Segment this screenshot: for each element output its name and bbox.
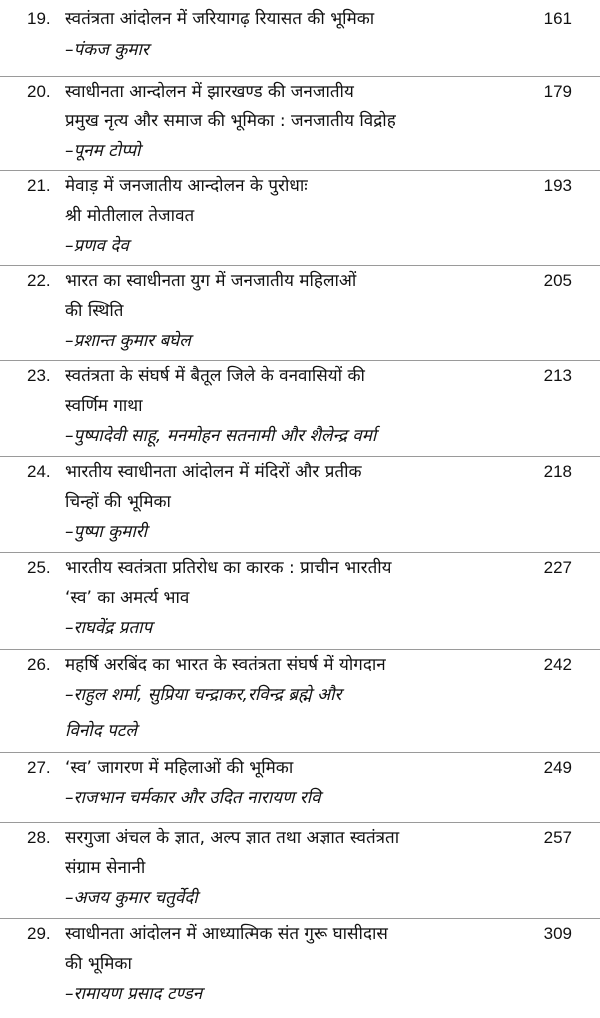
entry-title-line: की स्थिति	[65, 301, 124, 321]
toc-entry	[0, 77, 600, 171]
entry-title-line: भारत का स्वाधीनता युग में जनजातीय महिलाओं	[65, 271, 357, 291]
entry-author: –पूनम टोप्पो	[65, 141, 141, 161]
toc-entry	[0, 361, 600, 457]
toc-entry	[0, 919, 600, 1014]
entry-author: –प्रशान्त कुमार बघेल	[65, 331, 191, 351]
toc-entry	[0, 823, 600, 919]
entry-number: 26.	[27, 655, 51, 674]
entry-page-number: 205	[543, 271, 572, 290]
entry-title-line: सरगुजा अंचल के ज्ञात, अल्प ज्ञात तथा अज्ञात स्वतंत्रता	[65, 828, 400, 848]
entry-title-line: चिन्हों की भूमिका	[65, 492, 171, 512]
entry-author: –राघवेंद्र प्रताप	[65, 618, 153, 638]
toc-entry	[0, 650, 600, 753]
toc-entry	[0, 171, 600, 266]
entry-number: 19.	[27, 9, 51, 28]
entry-number: 28.	[27, 828, 51, 847]
entry-title-line: प्रमुख नृत्य और समाज की भूमिका : जनजातीय विद्रोह	[65, 111, 396, 131]
entry-title-line: की भूमिका	[65, 954, 132, 974]
entry-title-line: महर्षि अरबिंद का भारत के स्वतंत्रता संघर्ष में योगदान	[65, 655, 386, 675]
entry-author: –अजय कुमार चतुर्वेदी	[65, 888, 198, 908]
entry-number: 22.	[27, 271, 51, 290]
entry-title-line: स्वतंत्रता के संघर्ष में बैतूल जिले के वनवासियों की	[65, 366, 365, 386]
entry-author: –रामायण प्रसाद टण्डन	[65, 984, 203, 1004]
entry-number: 20.	[27, 82, 51, 101]
entry-author: –पुष्पादेवी साहू, मनमोहन सतनामी और शैलेन्द्र वर्मा	[65, 426, 377, 446]
entry-number: 21.	[27, 176, 51, 195]
entry-title-line: स्वर्णिम गाथा	[65, 396, 143, 416]
entry-page-number: 161	[543, 9, 572, 28]
entry-author: –पुष्पा कुमारी	[65, 522, 148, 542]
entry-title-line: श्री मोतीलाल तेजावत	[65, 206, 195, 226]
toc-entry	[0, 0, 600, 77]
entry-title-line: स्वतंत्रता आंदोलन में जरियागढ़ रियासत की भूमिका	[65, 9, 375, 29]
entry-page-number: 218	[543, 462, 572, 481]
entry-page-number: 249	[543, 758, 572, 777]
entry-page-number: 193	[543, 176, 572, 195]
entry-author: –राजभान चर्मकार और उदित नारायण रवि	[65, 788, 321, 808]
entry-title-line: ‘स्व’ जागरण में महिलाओं की भूमिका	[65, 758, 294, 778]
entry-author: –राहुल शर्मा, सुप्रिया चन्द्राकर,रविन्द्र ब्रह्मे और	[65, 685, 342, 705]
entry-page-number: 213	[543, 366, 572, 385]
entry-title-line: स्वाधीनता आन्दोलन में झारखण्ड की जनजातीय	[65, 82, 354, 102]
toc-entry	[0, 753, 600, 823]
entry-page-number: 227	[543, 558, 572, 577]
entry-number: 24.	[27, 462, 51, 481]
toc-entry	[0, 457, 600, 553]
entry-page-number: 309	[543, 924, 572, 943]
entry-title-line: भारतीय स्वतंत्रता प्रतिरोध का कारक : प्राचीन भारतीय	[65, 558, 392, 578]
entry-number: 29.	[27, 924, 51, 943]
entry-author: –प्रणव देव	[65, 236, 129, 256]
entry-number: 23.	[27, 366, 51, 385]
entry-page-number: 179	[543, 82, 572, 101]
entry-author: विनोद पटले	[65, 721, 137, 741]
entry-page-number: 242	[543, 655, 572, 674]
entry-title-line: संग्राम सेनानी	[65, 858, 146, 878]
entry-title-line: ‘स्व’ का अमर्त्य भाव	[65, 588, 190, 608]
toc-entry	[0, 553, 600, 650]
entry-number: 27.	[27, 758, 51, 777]
entry-title-line: मेवाड़ में जनजातीय आन्दोलन के पुरोधाः	[65, 176, 308, 196]
entry-title-line: भारतीय स्वाधीनता आंदोलन में मंदिरों और प्रतीक	[65, 462, 362, 482]
entry-author: –पंकज कुमार	[65, 40, 149, 60]
entry-number: 25.	[27, 558, 51, 577]
entry-page-number: 257	[543, 828, 572, 847]
toc-entry	[0, 266, 600, 361]
entry-title-line: स्वाधीनता आंदोलन में आध्यात्मिक संत गुरू घासीदास	[65, 924, 388, 944]
